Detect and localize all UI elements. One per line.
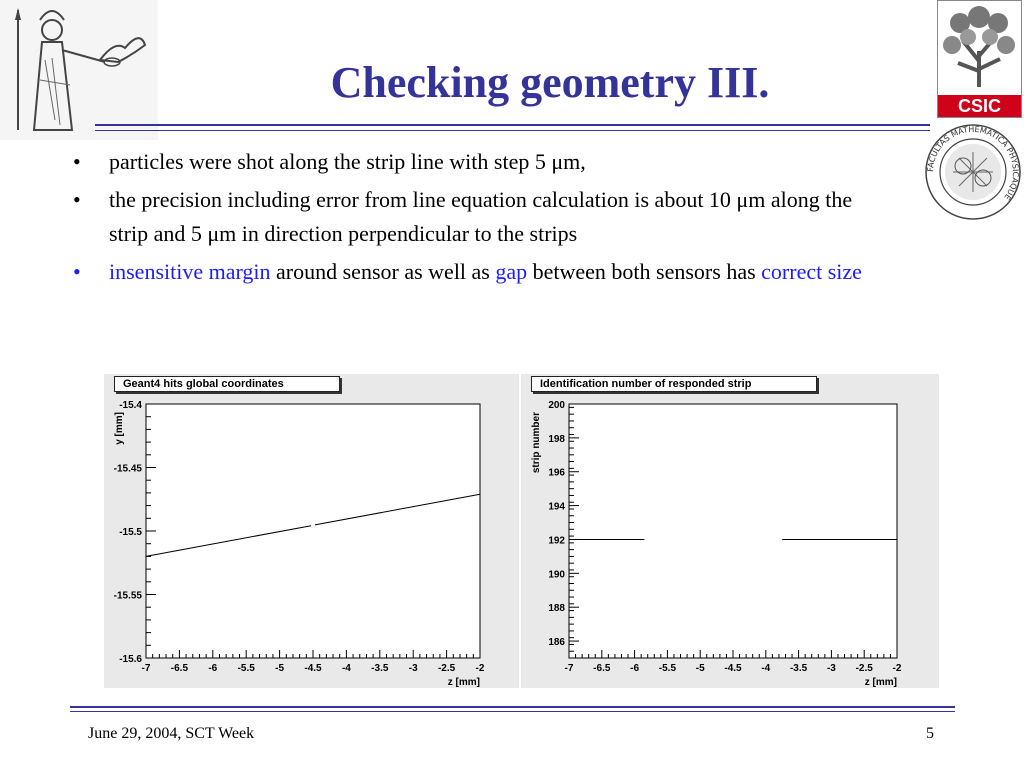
y-tick-label: 186 xyxy=(548,637,565,649)
x-tick-label: -5 xyxy=(695,663,705,674)
x-tick-label: -2 xyxy=(892,663,902,674)
x-tick-label: -3.5 xyxy=(789,663,808,674)
highlight-insensitive-margin: insensitive margin xyxy=(109,259,271,284)
y-tick-label: 198 xyxy=(548,433,565,445)
x-tick-label: -7 xyxy=(564,663,574,674)
plot-frame xyxy=(569,404,897,658)
y-tick-label: -15.6 xyxy=(119,654,142,665)
x-tick-label: -2 xyxy=(475,663,485,674)
x-axis-label: z [mm] xyxy=(864,677,897,688)
athena-logo xyxy=(0,0,158,140)
y-tick-label: 188 xyxy=(548,603,565,615)
plot-frame xyxy=(146,404,480,658)
x-tick-label: -6.5 xyxy=(593,663,611,674)
y-tick-label: 190 xyxy=(548,569,565,581)
slide-title: Checking geometry III. xyxy=(330,58,770,107)
bullet-item xyxy=(70,183,890,251)
bullet-item xyxy=(70,145,890,179)
bullet-text: the precision including error from line equation calculation is about 10 μm along the strip and 5 μm in direction perpendicular to the strips xyxy=(109,187,853,246)
bullet-marker: • xyxy=(73,187,81,212)
top-divider xyxy=(95,124,930,126)
x-tick-label: -4 xyxy=(341,663,351,674)
y-tick-label: 200 xyxy=(548,400,565,411)
x-tick-label: -4 xyxy=(761,663,771,674)
bottom-divider xyxy=(70,706,955,708)
y-tick-label: 196 xyxy=(548,467,565,479)
x-tick-label: -4.5 xyxy=(304,663,322,674)
x-tick-label: -2.5 xyxy=(437,663,456,674)
bottom-divider-thin xyxy=(70,711,955,712)
x-tick-label: -5.5 xyxy=(658,663,677,674)
y-axis-label: strip number xyxy=(531,412,542,474)
csic-logo-text: CSIC xyxy=(957,96,1001,116)
x-tick-label: -4.5 xyxy=(724,663,742,674)
y-axis-label: y [mm] xyxy=(114,412,125,445)
seal-text: FACULTAS MATHEMATICA PHYSICAQUE xyxy=(925,124,1021,202)
y-tick-label: 192 xyxy=(548,535,565,547)
footer-date: June 29, 2004, SCT Week xyxy=(88,725,255,742)
bullet-text: around sensor as well as xyxy=(270,259,496,284)
hits-plot-title: Geant4 hits global coordinates xyxy=(114,376,340,392)
csic-logo xyxy=(937,0,1022,118)
strip-plot-title: Identification number of responded strip xyxy=(531,376,817,392)
bullet-text: particles were shot along the strip line with step 5 μm, xyxy=(109,149,586,174)
bullet-text: between both sensors has xyxy=(527,259,762,284)
x-tick-label: -3.5 xyxy=(371,663,389,674)
strip-number-plot-svg xyxy=(521,374,939,688)
x-tick-label: -5.5 xyxy=(237,663,255,674)
x-tick-label: -3 xyxy=(826,663,836,674)
x-tick-label: -5 xyxy=(275,663,285,674)
y-tick-label: -15.5 xyxy=(119,527,142,538)
top-divider-thin xyxy=(95,130,930,131)
bullet-list xyxy=(70,145,890,293)
hits-coordinates-plot-svg xyxy=(104,374,519,688)
x-tick-label: -2.5 xyxy=(855,663,873,674)
y-tick-label: -15.55 xyxy=(113,590,142,602)
strip-number-plot xyxy=(521,374,939,688)
bullet-marker: • xyxy=(73,149,81,174)
x-axis-label: z [mm] xyxy=(447,677,480,688)
x-tick-label: -3 xyxy=(408,663,418,674)
y-tick-label: -15.4 xyxy=(119,400,142,411)
x-tick-label: -6.5 xyxy=(170,663,189,674)
hits-coordinates-plot xyxy=(104,374,519,688)
faculty-seal-logo xyxy=(923,122,1023,222)
y-tick-label: 194 xyxy=(548,501,565,513)
highlight-correct-size: correct size xyxy=(761,259,862,284)
bullet-item xyxy=(70,255,890,289)
x-tick-label: -7 xyxy=(141,663,151,674)
bullet-marker: • xyxy=(73,259,81,284)
x-tick-label: -6 xyxy=(630,663,640,674)
x-tick-label: -6 xyxy=(208,663,218,674)
highlight-gap: gap xyxy=(495,259,528,284)
page-number: 5 xyxy=(926,725,934,742)
y-tick-label: -15.45 xyxy=(113,463,142,475)
